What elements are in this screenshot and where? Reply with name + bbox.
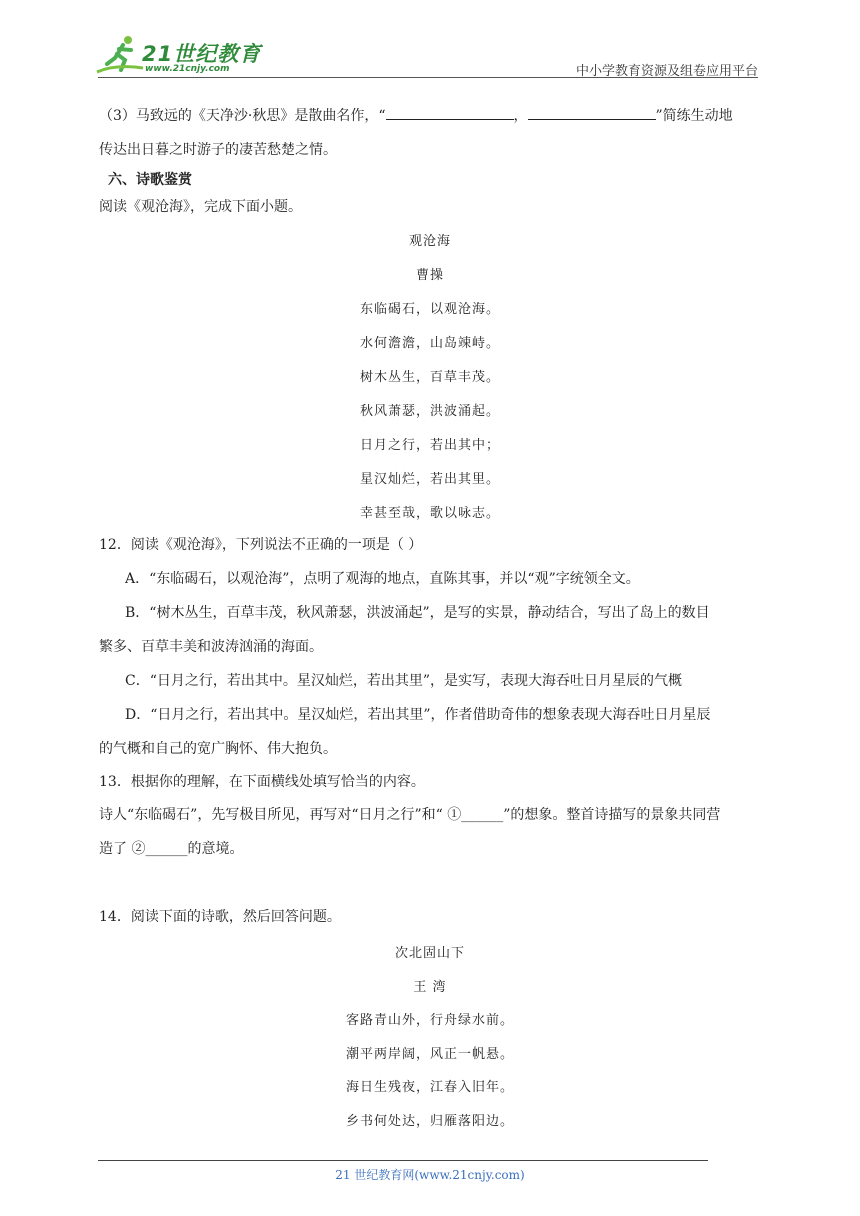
- q12-option-b-cont: 繁多、百草丰美和波涛汹涌的海面。: [99, 639, 323, 655]
- q12-option-a[interactable]: A．“东临碣石，以观沧海”，点明了观海的地点，直陈其事，并以“观”字统领全文。: [125, 571, 640, 587]
- q14-stem: 14．阅读下面的诗歌，然后回答问题。: [99, 909, 341, 925]
- q12-option-c[interactable]: C．“日月之行，若出其中。星汉灿烂，若出其里”，是实写，表现大海吞吐日月星辰的气概: [125, 673, 683, 689]
- section-title: 六、诗歌鉴赏: [108, 172, 192, 188]
- poem2-line: 潮平两岸阔，风正一帆悬。: [345, 1047, 514, 1062]
- q3-blank-1[interactable]: [386, 105, 514, 120]
- q13-line1: 诗人“东临碣石”，先写极目所见，再写对“日月之行”和“ ①______”的想象。整首诗描写的景象共同营: [99, 807, 721, 823]
- header-divider: [98, 77, 758, 78]
- poem1-line: 幸甚至哉，歌以咏志。: [359, 506, 500, 521]
- q3-line1: [99, 105, 733, 126]
- poem1-line: 水何澹澹，山岛竦峙。: [359, 336, 500, 351]
- section-intro: 阅读《观沧海》，完成下面小题。: [99, 199, 302, 215]
- poem1-line: 树木丛生，百草丰茂。: [359, 370, 500, 385]
- q3-blank-2[interactable]: [528, 105, 656, 120]
- poem2-line: 海日生残夜，江春入旧年。: [345, 1080, 514, 1095]
- poem2-line: 乡书何处达，归雁落阳边。: [345, 1114, 514, 1129]
- q3-line2: 传达出日暮之时游子的凄苦愁楚之情。: [99, 142, 337, 158]
- footer-link[interactable]: 21 世纪教育网(www.21cnjy.com): [335, 1168, 525, 1182]
- poem1-line: 日月之行，若出其中；: [359, 438, 500, 453]
- logo-text: 21世纪教育: [142, 42, 262, 66]
- poem1-line: 秋风萧瑟，洪波涌起。: [359, 404, 500, 419]
- poem1-line: 东临碣石，以观沧海。: [359, 302, 500, 317]
- q3-text-a: （3）马致远的《天净沙·秋思》是散曲名作，“: [99, 108, 386, 124]
- poem2-author: 王 湾: [413, 980, 447, 995]
- q13-line2: 造了 ②______的意境。: [99, 841, 244, 857]
- poem2-line: 客路青山外，行舟绿水前。: [345, 1013, 514, 1028]
- q12-option-b[interactable]: B．“树木丛生，百草丰茂，秋风萧瑟，洪波涌起”，是写的实景，静动结合，写出了岛上的数目: [125, 605, 710, 621]
- footer-divider: [98, 1160, 708, 1161]
- poem1-title: 观沧海: [408, 234, 451, 249]
- logo-url: www.21cnjy.com: [145, 64, 230, 74]
- header-platform-name: 中小学教育资源及组卷应用平台: [575, 64, 758, 79]
- q12-option-d-cont: 的气概和自己的宽广胸怀、伟大抱负。: [99, 741, 337, 757]
- q12-option-d[interactable]: D．“日月之行，若出其中。星汉灿烂，若出其里”，作者借助奇伟的想象表现大海吞吐日月星辰: [125, 707, 711, 723]
- poem1-author: 曹操: [415, 268, 444, 283]
- q3-text-b: ，: [513, 108, 528, 124]
- runner-logo-icon: [95, 34, 145, 78]
- q13-stem: 13．根据你的理解，在下面横线处填写恰当的内容。: [99, 774, 425, 790]
- poem1-line: 星汉灿烂，若出其里。: [359, 472, 500, 487]
- q12-stem: 12．阅读《观沧海》，下列说法不正确的一项是（ ）: [99, 537, 423, 553]
- poem2-title: 次北固山下: [394, 946, 465, 961]
- q3-text-c: ”简练生动地: [655, 108, 733, 124]
